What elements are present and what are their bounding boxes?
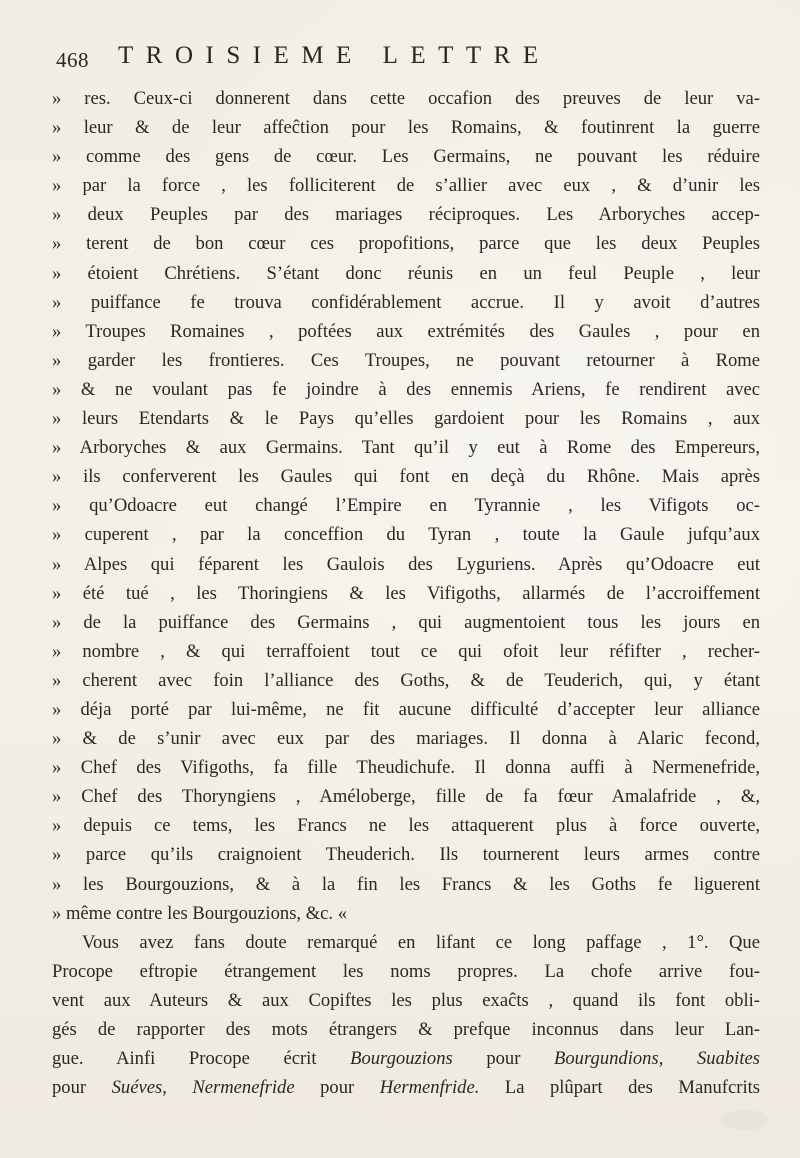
italic-name: Nermenefride [192, 1077, 295, 1099]
text-line-italic-names [52, 1044, 760, 1073]
paper-stain [720, 1110, 770, 1130]
text-line: » les Bourgouzions, & à la fin les Francs & les Goths fe liguerent [52, 873, 760, 895]
text-fragment: gue. Ainfi Procope écrit [52, 1048, 317, 1070]
text-line: » & de s’unir avec eux par des mariages. Il donna à Alaric fecond, [52, 728, 760, 750]
text-line: » res. Ceux-ci donnerent dans cette occafion des preuves de leur va- [52, 88, 760, 109]
text-line: » cuperent , par la conceffion du Tyran , toute la Gaule jufqu’aux [52, 524, 760, 546]
text-line: » déja porté par lui-même, ne fit aucune difficulté d’accepter leur alliance [52, 698, 760, 720]
text-line-paragraph-start: Vous avez fans doute remarqué en lifant ce long paffage , 1°. Que [82, 931, 760, 953]
text-line: » étoient Chrétiens. S’étant donc réunis en un feul Peuple , leur [52, 262, 760, 284]
text-line: » comme des gens de cœur. Les Germains, ne pouvant les réduire [52, 146, 760, 168]
page-number: 468 [56, 48, 89, 72]
italic-name: Hermenfride. [379, 1077, 480, 1099]
text-line: » leur & de leur affeĉtion pour les Romains, & foutinrent la guerre [52, 117, 760, 139]
text-line: » nombre , & qui terraffoient tout ce qui ofoit leur réfifter , recher- [52, 640, 760, 662]
text-fragment: , [162, 1077, 193, 1099]
text-line: » Troupes Romaines , poftées aux extrémités des Gaules , pour en [52, 320, 760, 342]
text-fragment: pour [294, 1077, 380, 1099]
text-line: » leurs Etendarts & le Pays qu’elles gardoient pour les Romains , aux [52, 408, 760, 430]
text-fragment: La plûpart des Manufcrits [479, 1077, 761, 1099]
italic-name: Bourgundions [554, 1048, 659, 1070]
text-line: » Chef des Vifigoths, fa fille Theudichufe. Il donna auffi à Nermenefride, [52, 757, 760, 779]
text-line: » depuis ce tems, les Francs ne les attaquerent plus à force ouverte, [52, 815, 760, 837]
text-line: Procope eftropie étrangement les noms propres. La chofe arrive fou- [52, 960, 760, 982]
text-line-quote-end: » même contre les Bourgouzions, &c. « [52, 902, 348, 924]
text-fragment: pour [52, 1077, 112, 1099]
italic-name: Suabites [696, 1048, 760, 1070]
running-title: TROISIEME LETTRE [118, 42, 551, 69]
text-line: » Arboryches & aux Germains. Tant qu’il y eut à Rome des Empereurs, [52, 437, 760, 459]
text-line: » ils conferverent les Gaules qui font en deçà du Rhône. Mais après [52, 466, 760, 488]
text-line: vent aux Auteurs & aux Copiftes les plus exaĉts , quand ils font obli- [52, 989, 760, 1011]
text-line: » par la force , les folliciterent de s’allier avec eux , & d’unir les [52, 175, 760, 197]
page-header [56, 42, 756, 78]
italic-name: Suéves [111, 1077, 163, 1099]
text-line: » terent de bon cœur ces propofitions, parce que les deux Peuples [52, 233, 760, 255]
text-line: » deux Peuples par des mariages réciproques. Les Arboryches accep- [52, 204, 760, 226]
italic-name: Bourgouzions [350, 1048, 453, 1070]
text-line: » Alpes qui féparent les Gaulois des Lyguriens. Après qu’Odoacre eut [52, 553, 760, 575]
text-line-italic-names [52, 1073, 760, 1102]
text-line: » puiffance fe trouva confidérablement accrue. Il y avoit d’autres [52, 291, 760, 313]
text-fragment: pour [452, 1048, 555, 1070]
text-line: » & ne voulant pas fe joindre à des ennemis Ariens, fe rendirent avec [52, 378, 760, 400]
text-line: » cherent avec foin l’alliance des Goths, & de Teuderich, qui, y étant [52, 669, 760, 691]
text-line: » garder les frontieres. Ces Troupes, ne pouvant retourner à Rome [52, 349, 760, 371]
text-line: » été tué , les Thoringiens & les Vifigoths, allarmés de l’accroiffement [52, 582, 760, 604]
text-fragment: , [658, 1048, 697, 1070]
text-line: » de la puiffance des Germains , qui augmentoient tous les jours en [52, 611, 760, 633]
text-line: gés de rapporter des mots étrangers & prefque inconnus dans leur Lan- [52, 1019, 760, 1040]
text-line: » parce qu’ils craignoient Theuderich. Ils tournerent leurs armes contre [52, 844, 760, 866]
body-text [52, 84, 760, 1102]
text-line: » Chef des Thoryngiens , Améloberge, fille de fa fœur Amalafride , &, [52, 786, 760, 808]
text-line: » qu’Odoacre eut changé l’Empire en Tyrannie , les Vifigots oc- [52, 495, 760, 517]
